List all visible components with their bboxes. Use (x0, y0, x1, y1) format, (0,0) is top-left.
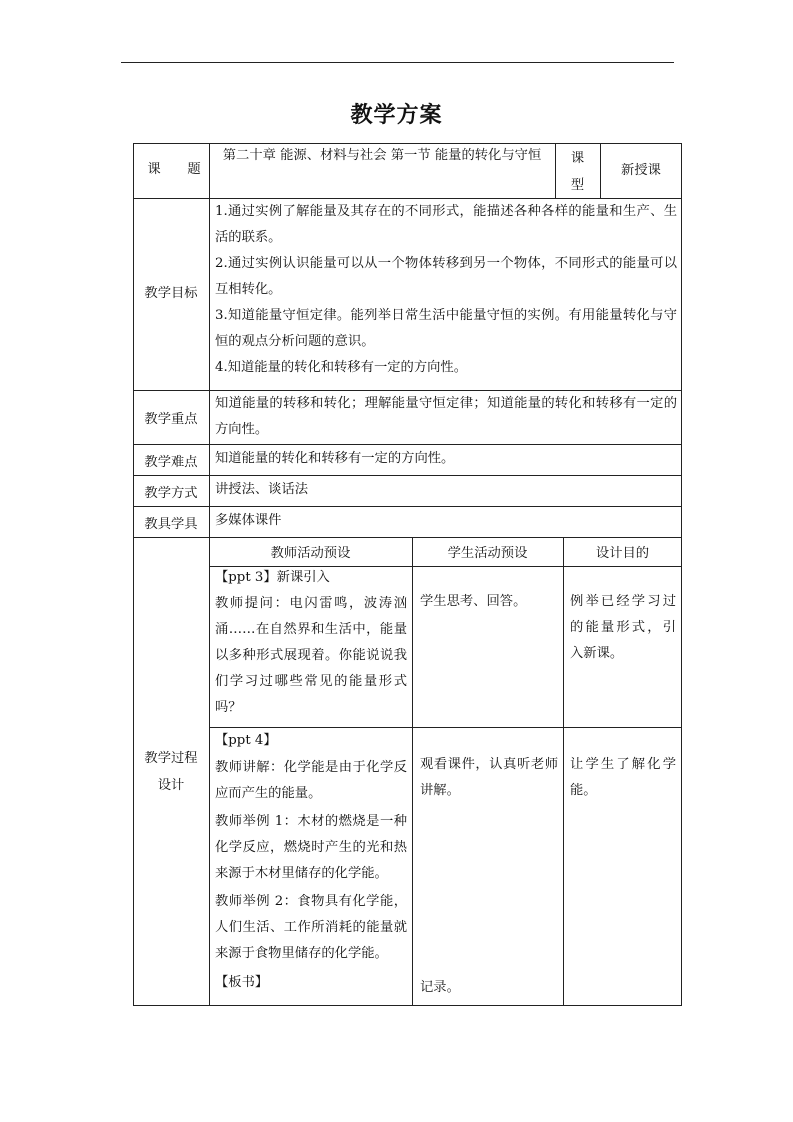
lesson-type-label-2: 型 (570, 178, 585, 193)
goals-list (215, 199, 677, 381)
topic-label-right: 题 (187, 162, 201, 177)
teacher-activity-header: 教师活动预设 (270, 546, 351, 561)
student-activity-header: 学生活动预设 (447, 546, 528, 561)
design-purpose-header: 设计目的 (595, 546, 650, 561)
goal-item: 4.知道能量的转化和转移有一定的方向性。 (215, 360, 468, 375)
difficulties-value: 知道能量的转化和转移有一定的方向性。 (215, 451, 455, 466)
row1-student: 学生思考、回答。 (420, 594, 527, 609)
row2-teacher-example-1: 教师举例 1：木材的燃烧是一种化学反应，燃烧时产生的光和热来源于木材里储存的化学能。 (215, 814, 407, 881)
header-rule (121, 62, 674, 63)
goal-item: 2.通过实例认识能量可以从一个物体转移到另一个物体，不同形式的能量可以互相转化。 (215, 256, 677, 297)
goals-label: 教学目标 (144, 286, 198, 301)
goal-item: 1.通过实例了解能量及其存在的不同形式，能描述各种各样的能量和生产、生活的联系。 (215, 204, 677, 245)
tools-label: 教具学具 (144, 517, 198, 532)
key-points-label: 教学重点 (144, 412, 198, 427)
row1-teacher-title: 【ppt 3】新课引入 (215, 570, 330, 585)
process-label-1: 教学过程 (144, 751, 198, 766)
row2-teacher-board: 【板书】 (215, 975, 269, 990)
lesson-type-value: 新授课 (621, 163, 661, 178)
methods-value: 讲授法、谈话法 (215, 482, 309, 497)
lesson-type-label-1: 课 (570, 151, 585, 166)
topic-label-left: 课 (147, 162, 161, 177)
tools-value: 多媒体课件 (215, 513, 282, 528)
row1-teacher-body: 教师提问：电闪雷鸣，波涛汹涌……在自然界和生活中，能量以多种形式展现着。你能说说我们学习过哪些常见的能量形式吗？ (215, 596, 407, 715)
key-points-value: 知道能量的转移和转化；理解能量守恒定律；知道能量的转化和转移有一定的方向性。 (215, 396, 677, 437)
row2-purpose: 让学生了解化学能。 (570, 757, 676, 798)
row2-student-note: 记录。 (420, 980, 460, 995)
topic-value: 第二十章 能源、材料与社会 第一节 能量的转化与守恒 (222, 148, 542, 163)
difficulties-label: 教学难点 (144, 455, 198, 470)
row2-teacher-title: 【ppt 4】 (215, 733, 277, 748)
row2-student: 观看课件，认真听老师讲解。 (420, 757, 558, 798)
process-label-2: 设计 (157, 778, 185, 793)
row2-teacher-explain: 教师讲解：化学能是由于化学反应而产生的能量。 (215, 760, 407, 801)
row1-purpose: 例举已经学习过的能量形式，引入新课。 (570, 594, 676, 661)
goal-item: 3.知道能量守恒定律。能列举日常生活中能量守恒的实例。有用能量转化与守恒的观点分析问题的意识。 (215, 308, 677, 349)
methods-label: 教学方式 (144, 486, 198, 501)
page-title: 教学方案 (350, 103, 443, 128)
row2-teacher-example-2: 教师举例 2：食物具有化学能，人们生活、工作所消耗的能量就来源于食物里储存的化学能。 (215, 894, 407, 961)
